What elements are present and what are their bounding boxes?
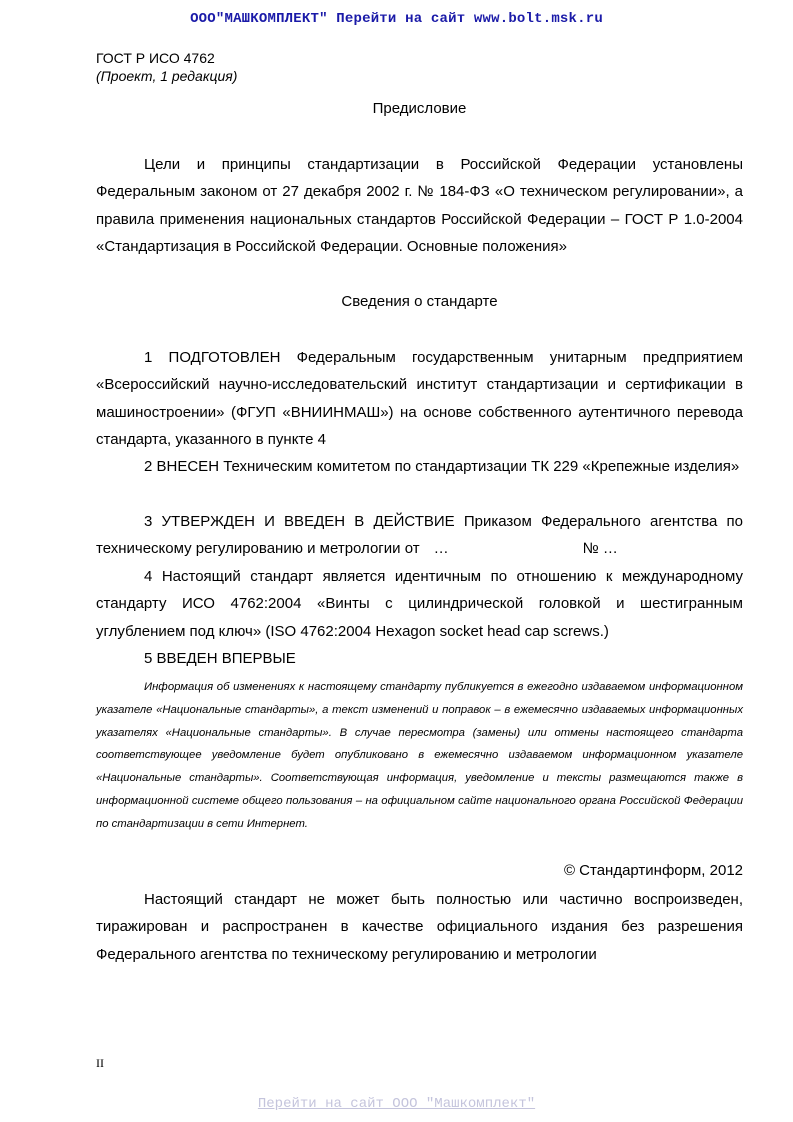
foreword-text: Цели и принципы стандартизации в Российской Федерации установлены Федеральным законом от 27 декабря 2002 г. № 184-ФЗ «О техническом регулировании», а правила применения национальных стандартов Российской Федерации – ГОСТ Р 1.0-2004 «Стандартизация в Российской Федерации. Основные положения» bbox=[96, 156, 743, 255]
info-item-3 bbox=[96, 508, 743, 563]
approval-order-number: № … bbox=[582, 540, 618, 558]
page-number: II bbox=[96, 1056, 104, 1070]
foreword-title: Предисловие bbox=[372, 100, 467, 117]
info-item-1: 1 ПОДГОТОВЛЕН Федеральным государственным унитарным предприятием «Всероссийский научно-исследовательский институт стандартизации и сертификации в машиностроении» (ФГУП «ВНИИНМАШ») на основе собственного аутентичного перевода стандарта, указанного в пункте 4 bbox=[96, 349, 743, 448]
reproduction-note: Настоящий стандарт не может быть полностью или частично воспроизведен, тиражирован и распространен в качестве официального издания без разрешения Федерального агентства по техническому регулированию и метрологии bbox=[96, 891, 743, 963]
info-title: Сведения о стандарте bbox=[341, 293, 498, 310]
info-item-2: 2 ВНЕСЕН Техническим комитетом по стандартизации ТК 229 «Крепежные изделия» bbox=[144, 458, 740, 475]
info-item-5: 5 ВВЕДЕН ВПЕРВЫЕ bbox=[144, 650, 296, 667]
top-site-link[interactable]: ООО"МАШКОМПЛЕКТ" Перейти на сайт www.bolt.msk.ru bbox=[190, 11, 603, 27]
changes-note: Информация об изменениях к настоящему стандарту публикуется в ежегодно издаваемом информационном указателе «Национальные стандарты», а текст изменений и поправок – в ежемесячно издаваемых информационных указателях «Национальные стандарты». В случае пересмотра (замены) или отмены настоящего стандарта соответствующее уведомление будет опубликовано в ежемесячно издаваемом информационном указателе «Национальные стандарты». Соответствующая информация, уведомление и тексты размещаются также в информационной системе общего пользования – на официальном сайте национального органа Российской Федерации по стандартизации в сети Интернет. bbox=[96, 681, 743, 830]
copyright: © Стандартинформ, 2012 bbox=[563, 862, 743, 879]
info-item-3-text: 3 УТВЕРЖДЕН И ВВЕДЕН В ДЕЙСТВИЕ Приказом Федерального агентства по техническому регулированию и метрологии от bbox=[96, 513, 743, 558]
standard-id: ГОСТ Р ИСО 4762 bbox=[96, 50, 215, 66]
bottom-site-link[interactable]: Перейти на сайт ООО "Машкомплект" bbox=[257, 1096, 536, 1112]
draft-note: (Проект, 1 редакция) bbox=[96, 68, 238, 84]
approval-date: … bbox=[433, 540, 449, 558]
info-item-4: 4 Настоящий стандарт является идентичным по отношению к международному стандарту ИСО 4762:2004 «Винты с цилиндрической головкой и шестигранным углублением под ключ» (ISO 4762:2004 Hexagon socket head cap screws.) bbox=[96, 568, 743, 640]
